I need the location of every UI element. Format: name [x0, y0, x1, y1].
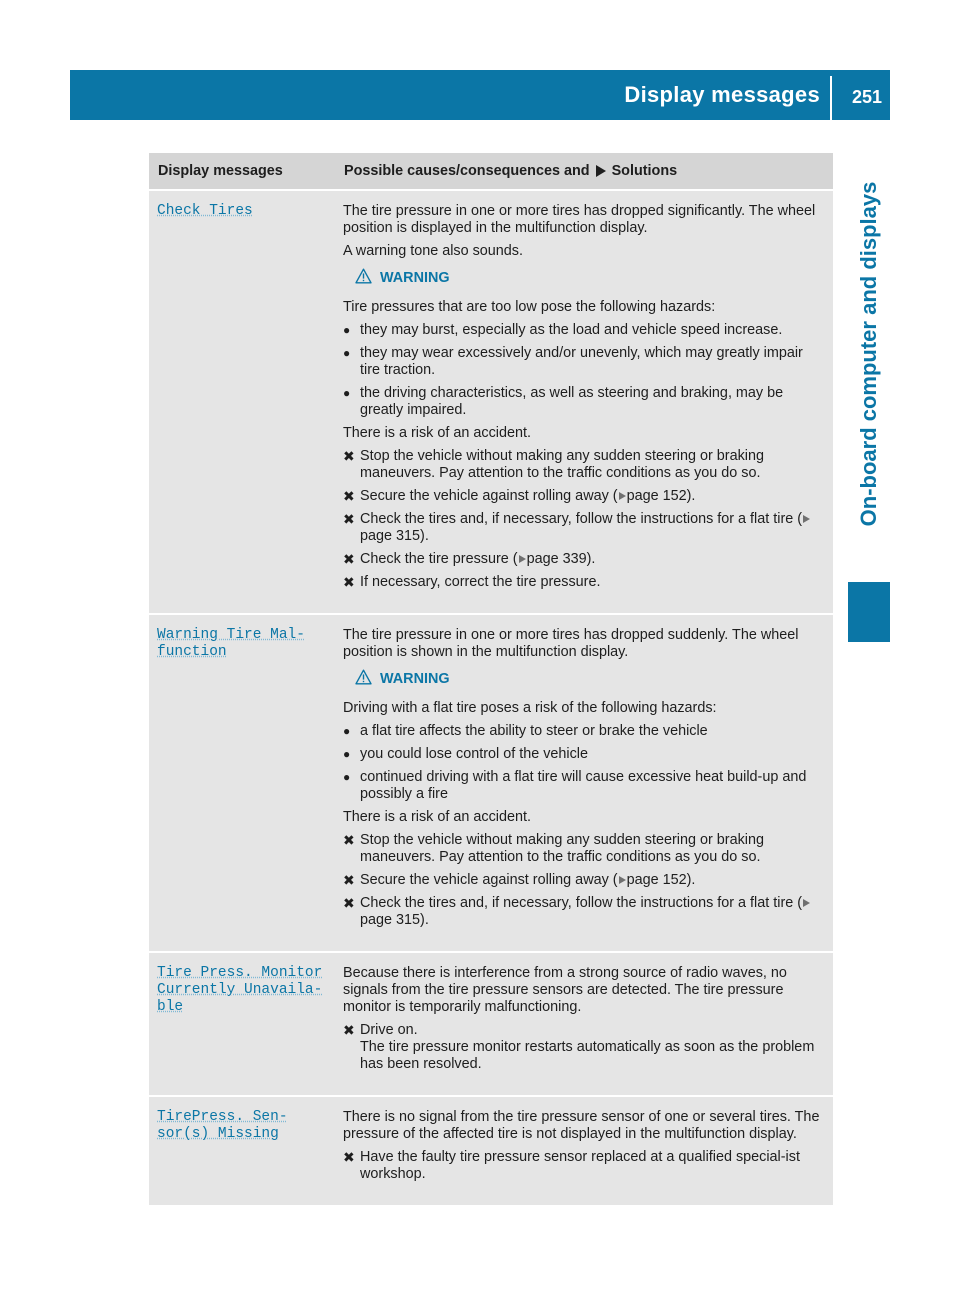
page-reference-arrow-icon: [519, 555, 526, 563]
page-reference-link[interactable]: page 339: [526, 551, 587, 567]
page-reference-link[interactable]: page 152: [626, 872, 687, 888]
page-number: 251: [851, 87, 882, 107]
bullet-icon: ●: [343, 346, 351, 360]
page-reference-link[interactable]: page 315: [360, 528, 421, 544]
action-arrow-icon: ✖: [343, 895, 355, 911]
cause-paragraph: Because there is interference from a strong source of radio waves, no signals from the tire pressure sensors are detected. The tire pressure monitor is temporarily malfunctioning.: [343, 965, 787, 1015]
step-text-end: ).: [420, 528, 429, 544]
step-text: Check the tire pressure (: [360, 551, 518, 567]
step-detail: The tire pressure monitor restarts automatically as soon as the problem has been resolved.: [360, 1039, 815, 1072]
table-row: [149, 1096, 833, 1205]
display-message-cell: [149, 190, 335, 614]
display-message-text: Tire Press. Monitor: [157, 965, 323, 981]
risk-statement: There is a risk of an accident.: [343, 809, 531, 825]
causes-solutions-cell: [335, 1096, 833, 1205]
page-reference-arrow-icon: [803, 899, 810, 907]
cause-paragraph: A warning tone also sounds.: [343, 243, 524, 259]
causes-solutions-cell: [335, 952, 833, 1096]
table-body: [149, 190, 833, 1205]
page-header-bar: [70, 70, 890, 120]
column-header-causes-solutions: [335, 153, 833, 190]
table-header-row: [149, 153, 833, 190]
display-message-text: TirePress. Sen‑: [157, 1109, 288, 1125]
hazard-text: a flat tire affects the ability to steer or brake the vehicle: [360, 723, 708, 739]
display-message-text: sor(s) Missing: [157, 1126, 279, 1142]
chapter-marker-block: [848, 582, 890, 642]
action-arrow-icon: ✖: [343, 1022, 355, 1038]
column-header-display-messages: Display messages: [149, 153, 335, 190]
hazard-text: they may wear excessively and/or unevenly, which may greatly impair tire traction.: [360, 345, 803, 378]
hazard-text: you could lose control of the vehicle: [360, 746, 588, 762]
step-text: Have the faulty tire pressure sensor replaced at a qualified special-ist workshop.: [360, 1149, 800, 1182]
list-item: [343, 448, 825, 482]
bullet-icon: ●: [343, 323, 351, 337]
step-text: Secure the vehicle against rolling away (: [360, 872, 618, 888]
warning-intro: Driving with a flat tire poses a risk of the following hazards:: [343, 700, 717, 716]
warning-triangle-icon: [355, 669, 372, 690]
header-divider: [830, 76, 832, 120]
cause-paragraph: The tire pressure in one or more tires has dropped significantly. The wheel position is displayed in the multifunction display.: [343, 203, 816, 236]
step-text-end: ).: [420, 912, 429, 928]
table-row: [149, 190, 833, 614]
list-item: [343, 488, 825, 505]
page-reference-link[interactable]: page 315: [360, 912, 421, 928]
page-reference-arrow-icon: [619, 492, 626, 500]
list-item: [343, 895, 825, 929]
action-arrow-icon: ✖: [343, 551, 355, 567]
solution-steps: [343, 1149, 825, 1183]
list-item: [343, 1022, 825, 1073]
step-text: Stop the vehicle without making any sudden steering or braking maneuvers. Pay attention to the traffic conditions as you do so.: [360, 832, 764, 865]
step-text: Check the tires and, if necessary, follow the instructions for a flat tire (: [360, 511, 803, 527]
step-text: Stop the vehicle without making any sudden steering or braking maneuvers. Pay attention to the traffic conditions as you do so.: [360, 448, 764, 481]
display-message-text: Warning Tire Mal‑: [157, 627, 305, 643]
hazard-list: [343, 322, 825, 419]
list-item: [343, 1149, 825, 1183]
warning-label: WARNING: [380, 671, 450, 687]
warning-intro: Tire pressures that are too low pose the following hazards:: [343, 299, 716, 315]
cause-paragraph: The tire pressure in one or more tires has dropped suddenly. The wheel position is shown in the multifunction display.: [343, 627, 799, 660]
chapter-side-tab: [848, 138, 890, 570]
action-arrow-icon: ✖: [343, 448, 355, 464]
hazard-list: [343, 723, 825, 803]
display-message-cell: [149, 1096, 335, 1205]
causes-solutions-cell: [335, 614, 833, 952]
warning-heading: [355, 669, 825, 690]
page-reference-arrow-icon: [803, 515, 810, 523]
step-text: If necessary, correct the tire pressure.: [360, 574, 601, 590]
display-message-text: Check Tires: [157, 203, 253, 219]
page-header-title: Display messages: [624, 82, 820, 107]
list-item: [343, 511, 825, 545]
action-arrow-icon: ✖: [343, 511, 355, 527]
display-message-text: function: [157, 644, 227, 660]
list-item: [343, 551, 825, 568]
bullet-icon: ●: [343, 747, 351, 761]
column-header-causes-text: Possible causes/consequences and: [344, 162, 590, 179]
hazard-text: continued driving with a flat tire will cause excessive heat build-up and possibly a fire: [360, 769, 807, 802]
step-text-end: ).: [586, 551, 596, 567]
hazard-text: the driving characteristics, as well as steering and braking, may be greatly impaired.: [360, 385, 784, 418]
list-item: [343, 385, 825, 419]
warning-triangle-icon: [355, 268, 372, 289]
solution-steps: [343, 1022, 825, 1073]
list-item: [343, 832, 825, 866]
list-item: [343, 872, 825, 889]
hazard-text: they may burst, especially as the load and vehicle speed increase.: [360, 322, 783, 338]
causes-solutions-cell: [335, 190, 833, 614]
display-message-cell: [149, 614, 335, 952]
list-item: [343, 345, 825, 379]
action-arrow-icon: ✖: [343, 574, 355, 590]
list-item: [343, 574, 825, 591]
step-text-end: ).: [686, 488, 696, 504]
risk-statement: There is a risk of an accident.: [343, 425, 531, 441]
action-arrow-icon: ✖: [343, 488, 355, 504]
bullet-icon: ●: [343, 724, 351, 738]
list-item: [343, 723, 825, 740]
solution-steps: [343, 832, 825, 929]
page-reference-arrow-icon: [619, 876, 626, 884]
step-text-end: ).: [686, 872, 696, 888]
step-text: Check the tires and, if necessary, follow the instructions for a flat tire (: [360, 895, 803, 911]
table-row: [149, 614, 833, 952]
action-arrow-icon: ✖: [343, 832, 355, 848]
solution-steps: [343, 448, 825, 591]
display-message-text: ble: [157, 999, 184, 1015]
table-row: [149, 952, 833, 1096]
bullet-icon: ●: [343, 770, 351, 784]
page-reference-link[interactable]: page 152: [626, 488, 687, 504]
action-arrow-icon: ✖: [343, 1149, 355, 1165]
list-item: [343, 746, 825, 763]
column-header-solutions-text: Solutions: [611, 162, 678, 179]
display-messages-table: [149, 153, 833, 1205]
step-text: Drive on.: [360, 1022, 418, 1038]
play-arrow-icon: [596, 165, 606, 177]
display-message-text: Currently Unavaila‑: [157, 982, 323, 998]
action-arrow-icon: ✖: [343, 872, 355, 888]
list-item: [343, 769, 825, 803]
warning-heading: [355, 268, 825, 289]
step-text: Secure the vehicle against rolling away (: [360, 488, 618, 504]
warning-label: WARNING: [380, 270, 450, 286]
display-message-cell: [149, 952, 335, 1096]
cause-paragraph: There is no signal from the tire pressure sensor of one or several tires. The pressure of the affected tire is not displayed in the multifunction display.: [343, 1109, 820, 1142]
bullet-icon: ●: [343, 386, 351, 400]
chapter-side-tab-label: On-board computer and displays: [856, 181, 881, 527]
list-item: [343, 322, 825, 339]
